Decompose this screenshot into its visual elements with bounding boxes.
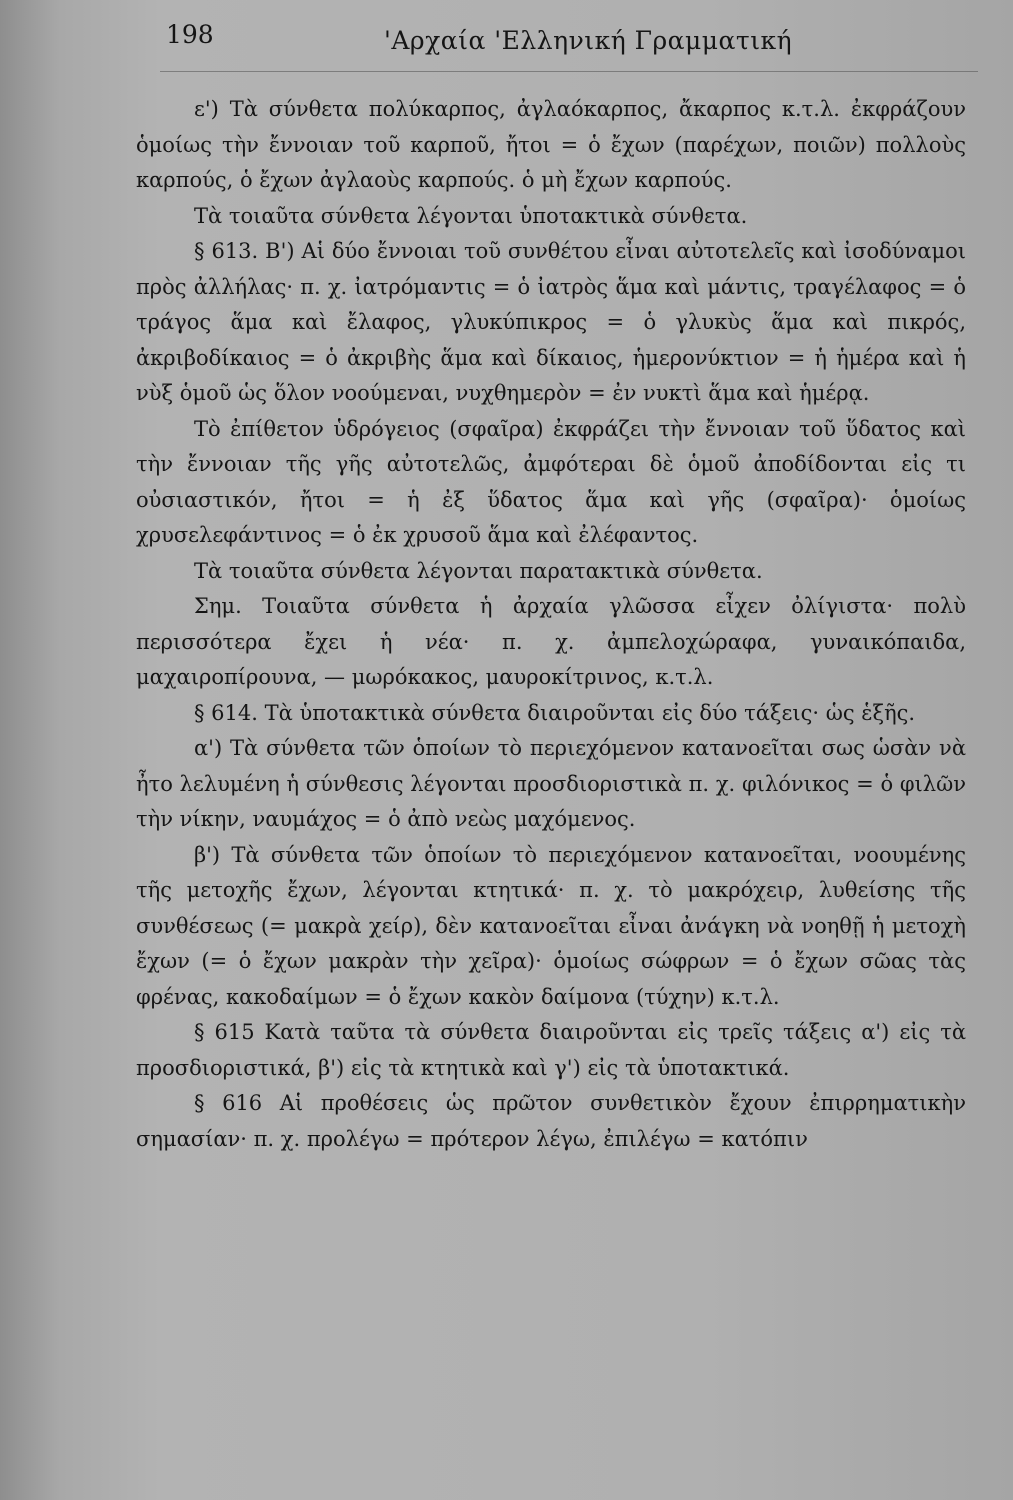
page-number: 198 bbox=[166, 20, 214, 49]
header-rule bbox=[160, 71, 978, 72]
paragraph-hydrogeios: Τὸ ἐπίθετον ὑδρόγειος (σφαῖρα) ἐκφράζει τὴν ἔννοιαν τοῦ ὕδατος καὶ τὴν ἔννοιαν τῆς γῆς αὐτοτελῶς, ἀμφότεραι δὲ ὁμοῦ ἀποδίδονται εἰς τι οὐσιαστικόν, ἤτοι = ἡ ἐξ ὕδατος ἅμα καὶ γῆς (σφαῖρα)· ὁμοίως χρυσελεφάντινος = ὁ ἐκ χρυσοῦ ἅμα καὶ ἐλέφαντος. bbox=[136, 416, 966, 547]
paragraph-section-614: § 614. Τὰ ὑποτακτικὰ σύνθετα διαιροῦνται εἰς δύο τάξεις· ὡς ἑξῆς. bbox=[194, 700, 916, 725]
paragraph-ktetika: β') Τὰ σύνθετα τῶν ὁποίων τὸ περιεχόμενον κατανοεῖται, νοουμένης τῆς μετοχῆς ἔχων, λέγονται κτητικά· π. χ. τὸ μακρόχειρ, λυθείσης τῆς συνθέσεως (= μακρὰ χείρ), δὲν κατανοεῖται εἶναι ἀνάγκη νὰ νοηθῇ ἡ μετοχὴ ἔχων (= ὁ ἔχων μακρὰν τὴν χεῖρα)· ὁμοίως σώφρων = ὁ ἔχων σῶας τὰς φρένας, κακοδαίμων = ὁ ἔχων κακὸν δαίμονα (τύχην) κ.τ.λ. bbox=[136, 842, 966, 1009]
paragraph-parataktika-term: Τὰ τοιαῦτα σύνθετα λέγονται παρατακτικὰ σύνθετα. bbox=[194, 558, 763, 583]
paragraph-note: Σημ. Τοιαῦτα σύνθετα ἡ ἀρχαία γλῶσσα εἶχεν ὀλίγιστα· πολὺ περισσότερα ἔχει ἡ νέα· π. χ. ἀμπελοχώραφα, γυναικόπαιδα, μαχαιροπίρουνα, — μωρόκακος, μαυροκίτρινος, κ.τ.λ. bbox=[136, 594, 966, 689]
body-text bbox=[136, 92, 966, 1157]
page-header bbox=[0, 14, 1013, 64]
paragraph-section-616: § 616 Αἱ προθέσεις ὡς πρῶτον συνθετικὸν ἔχουν ἐπιρρηματικὴν σημασίαν· π. χ. προλέγω = πρότερον λέγω, ἐπιλέγω = κατόπιν bbox=[136, 1091, 966, 1151]
paragraph-section-613: § 613. Β') Αἱ δύο ἔννοιαι τοῦ συνθέτου εἶναι αὐτοτελεῖς καὶ ἰσοδύναμοι πρὸς ἀλλήλας· π. χ. ἰατρόμαντις = ὁ ἰατρὸς ἅμα καὶ μάντις, τραγέλαφος = ὁ τράγος ἅμα καὶ ἔλαφος, γλυκύπικρος = ὁ γλυκὺς ἅμα καὶ πικρός, ἀκριβοδίκαιος = ὁ ἀκριβὴς ἅμα καὶ δίκαιος, ἡμερονύκτιον = ἡ ἡμέρα καὶ ἡ νὺξ ὁμοῦ ὡς ὅλον νοούμεναι, νυχθημερὸν = ἐν νυκτὶ ἅμα καὶ ἡμέρᾳ. bbox=[136, 239, 966, 405]
paragraph-hypotaktika-term: Τὰ τοιαῦτα σύνθετα λέγονται ὑποτακτικὰ σύνθετα. bbox=[194, 203, 748, 228]
paragraph-compounds-karpos: ε') Τὰ σύνθετα πολύκαρπος, ἀγλαόκαρπος, ἄκαρπος κ.τ.λ. ἐκφράζουν ὁμοίως τὴν ἔννοιαν τοῦ καρποῦ, ἤτοι = ὁ ἔχων (παρέχων, ποιῶν) πολλοὺς καρπούς, ὁ ἔχων ἀγλαοὺς καρπούς. ὁ μὴ ἔχων καρπούς. bbox=[136, 97, 966, 192]
paragraph-prosdioristika: α') Τὰ σύνθετα τῶν ὁποίων τὸ περιεχόμενον κατανοεῖται σως ὡσὰν νὰ ἦτο λελυμένη ἡ σύνθεσις λέγονται προσδιοριστικὰ π. χ. φιλόνικος = ὁ φιλῶν τὴν νίκην, ναυμάχος = ὁ ἀπὸ νεὼς μαχόμενος. bbox=[136, 736, 966, 831]
paragraph-section-615: § 615 Κατὰ ταῦτα τὰ σύνθετα διαιροῦνται εἰς τρεῖς τάξεις α') εἰς τὰ προσδιοριστικά, β') εἰς τὰ κτητικὰ καὶ γ') εἰς τὰ ὑποτακτικά. bbox=[136, 1020, 966, 1080]
running-title: 'Αρχαία 'Ελληνική Γραμματική bbox=[384, 26, 793, 55]
